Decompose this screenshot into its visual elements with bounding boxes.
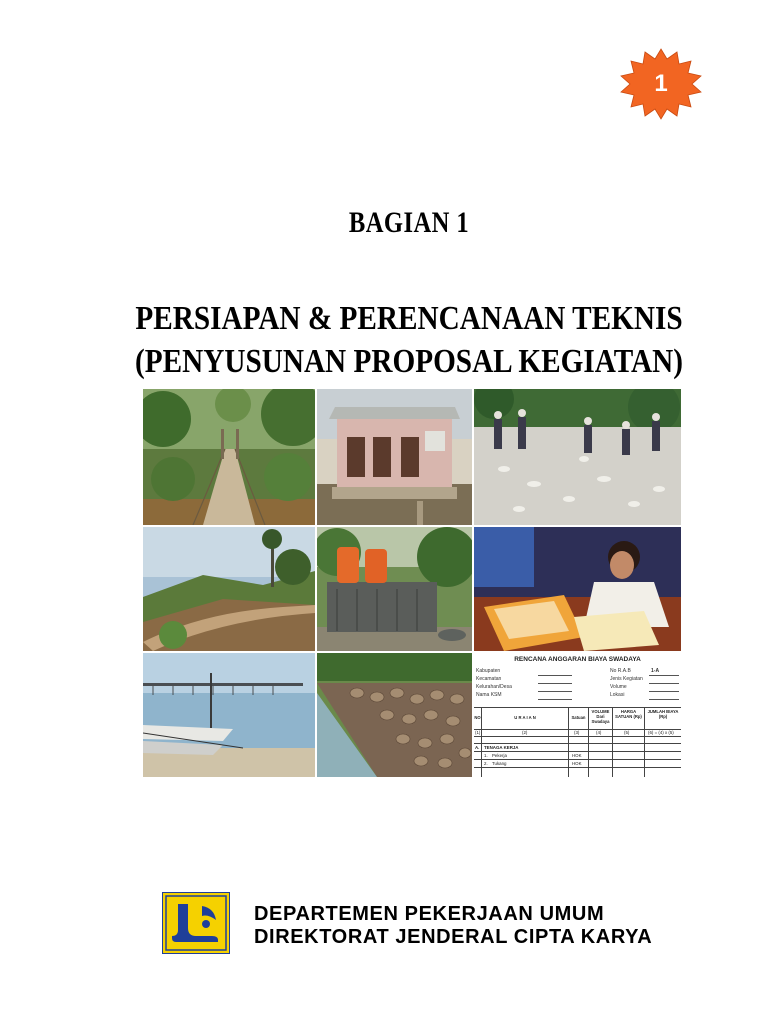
rab-section-number: A. [475,745,480,750]
rab-table-rule [474,751,681,752]
photo-water-tanks [317,527,472,651]
rab-number-value: 1-A [651,668,660,674]
rab-col-header: VOLUME Dari Swadaya [591,709,610,724]
rab-field-label: Kelurahan/Desa [476,684,512,690]
rab-col-header: NO [474,715,481,720]
pu-logo [162,892,230,954]
directorate-name: DIREKTORAT JENDERAL CIPTA KARYA [254,926,653,948]
pu-emblem-icon [162,892,230,954]
rab-row-unit: HOK [572,753,582,758]
rab-table-rule [474,707,681,708]
rab-row-number: 2. [484,761,488,766]
rab-field-blank [649,675,679,676]
photo-jetty-boats [143,653,315,777]
rab-col-number: (6) = (4) x (5) [648,730,674,735]
rab-field-label: Lokasi [610,692,625,698]
rab-col-number: (3) [574,730,580,735]
photo-suspension-bridge [143,389,315,525]
rab-col-number: (2) [522,730,528,735]
rab-field-label: Kecamatan [476,676,502,682]
rab-row-item: Pekerja [492,753,507,758]
rab-field-label: No R.A.B [610,668,631,674]
rab-table-rule [474,767,681,768]
rab-col-header: Satuan [571,715,586,720]
rab-field-label: Nama KSM [476,692,502,698]
rab-col-header: U R A I A N [514,715,536,720]
rab-field-blank [649,683,679,684]
rab-table-rule [474,743,681,744]
rab-field-blank [649,691,679,692]
rab-field-blank [538,691,572,692]
rab-form-title: RENCANA ANGGARAN BIAYA SWADAYA [514,656,641,663]
rab-field-blank [649,699,679,700]
rab-field-blank [538,699,572,700]
rab-field-label: Kabupaten [476,668,501,674]
rab-field-label: Volume [610,684,627,690]
page-number-badge [618,48,704,120]
department-name: DEPARTEMEN PEKERJAAN UMUM [254,903,605,925]
photo-hillside-road [143,527,315,651]
photo-woman-writing [474,527,681,651]
rab-form-image [474,653,681,777]
rab-col-number: (4) [596,730,602,735]
rab-section-label: TENAGA KERJA [484,745,519,750]
rab-row-item: Tukang [492,761,507,766]
rab-col-header: HARGA SATUAN (Rp) [615,709,642,719]
rab-row-number: 1. [484,753,488,758]
rab-row-unit: HOK [572,761,582,766]
rab-table-rule [474,736,681,737]
photo-collage [143,389,681,777]
rab-field-blank [538,683,572,684]
rab-field-label: Jenis Kegiatan [610,676,643,682]
rab-form [474,653,681,777]
badge-number: 1 [654,70,668,97]
document-title-line2: (PENYUSUNAN PROPOSAL KEGIATAN) [134,343,684,380]
rab-col-header: JUMLAH BIAYA (Rp) [647,709,679,719]
photo-stone-wall [317,653,472,777]
photo-mck-building [317,389,472,525]
document-title-line1: PERSIAPAN & PERENCANAAN TEKNIS [135,300,683,337]
rab-table-rule [474,759,681,760]
section-heading: BAGIAN 1 [348,206,470,239]
rab-col-number: (1) [475,730,481,735]
photo-stone-road-work [474,389,681,525]
rab-field-blank [538,675,572,676]
rab-col-number: (5) [624,730,630,735]
